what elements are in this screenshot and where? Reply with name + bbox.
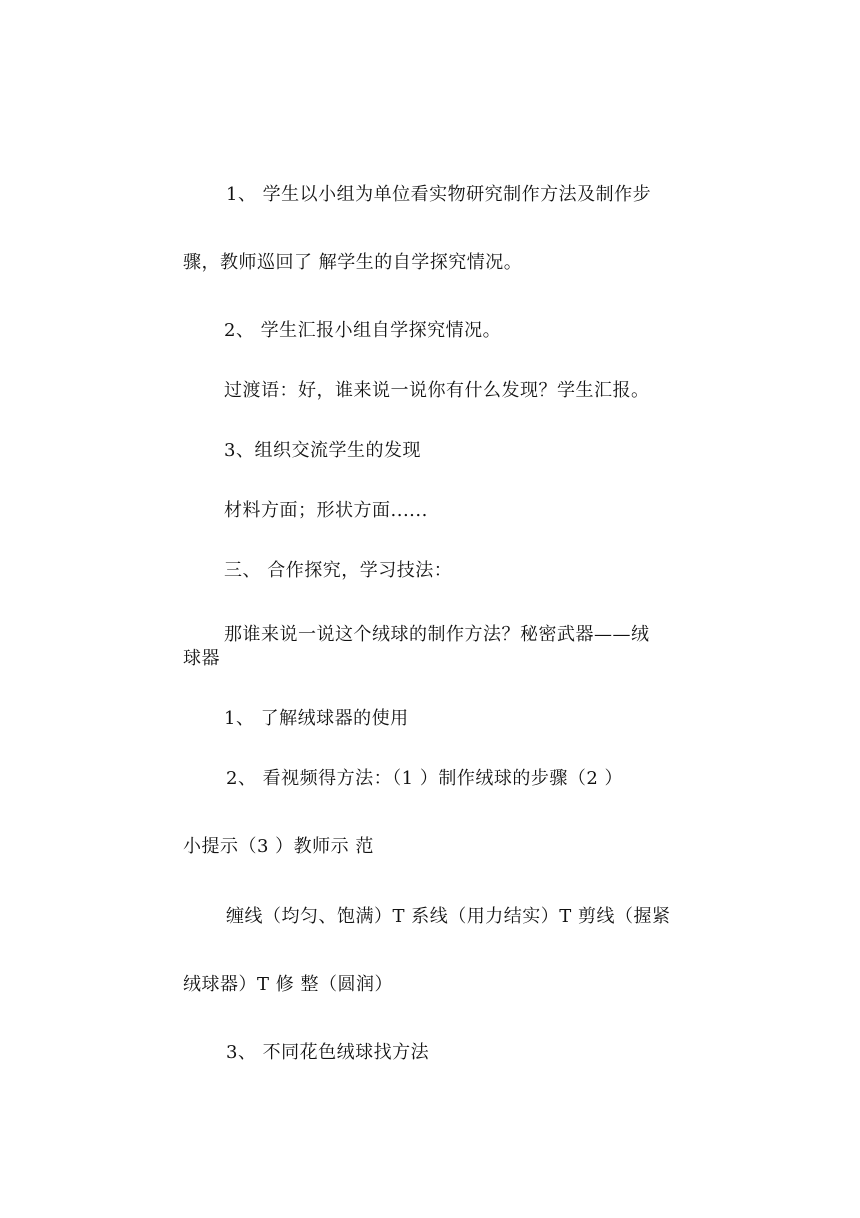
paragraph-1-line-1: 1、 学生以小组为单位看实物研究制作方法及制作步 [226, 184, 652, 205]
paragraph-10-line-2: 绒球器）T 修 整（圆润） [183, 974, 393, 995]
paragraph-7-line-2: 球器 [183, 648, 220, 669]
paragraph-9-line-2: 小提示（3 ）教师示 范 [183, 836, 374, 857]
paragraph-11: 3、 不同花色绒球找方法 [226, 1042, 430, 1063]
paragraph-10-line-1: 缠线（均匀、饱满）T 系线（用力结实）T 剪线（握紧 [226, 906, 671, 927]
paragraph-7-line-1: 那谁来说一说这个绒球的制作方法？秘密武器——绒 [224, 624, 650, 645]
paragraph-1-line-2: 骤，教师巡回了 解学生的自学探究情况。 [183, 252, 523, 273]
paragraph-9-line-1: 2、 看视频得方法：（1 ）制作绒球的步骤（2 ） [226, 768, 624, 789]
paragraph-2: 2、 学生汇报小组自学探究情况。 [224, 320, 502, 341]
section-heading-3: 三、 合作探究，学习技法： [224, 560, 453, 581]
paragraph-3: 过渡语：好，谁来说一说你有什么发现？学生汇报。 [224, 380, 650, 401]
paragraph-5: 材料方面；形状方面...... [224, 500, 428, 521]
paragraph-8: 1、 了解绒球器的使用 [224, 708, 409, 729]
paragraph-4: 3、组织交流学生的发现 [224, 440, 421, 461]
